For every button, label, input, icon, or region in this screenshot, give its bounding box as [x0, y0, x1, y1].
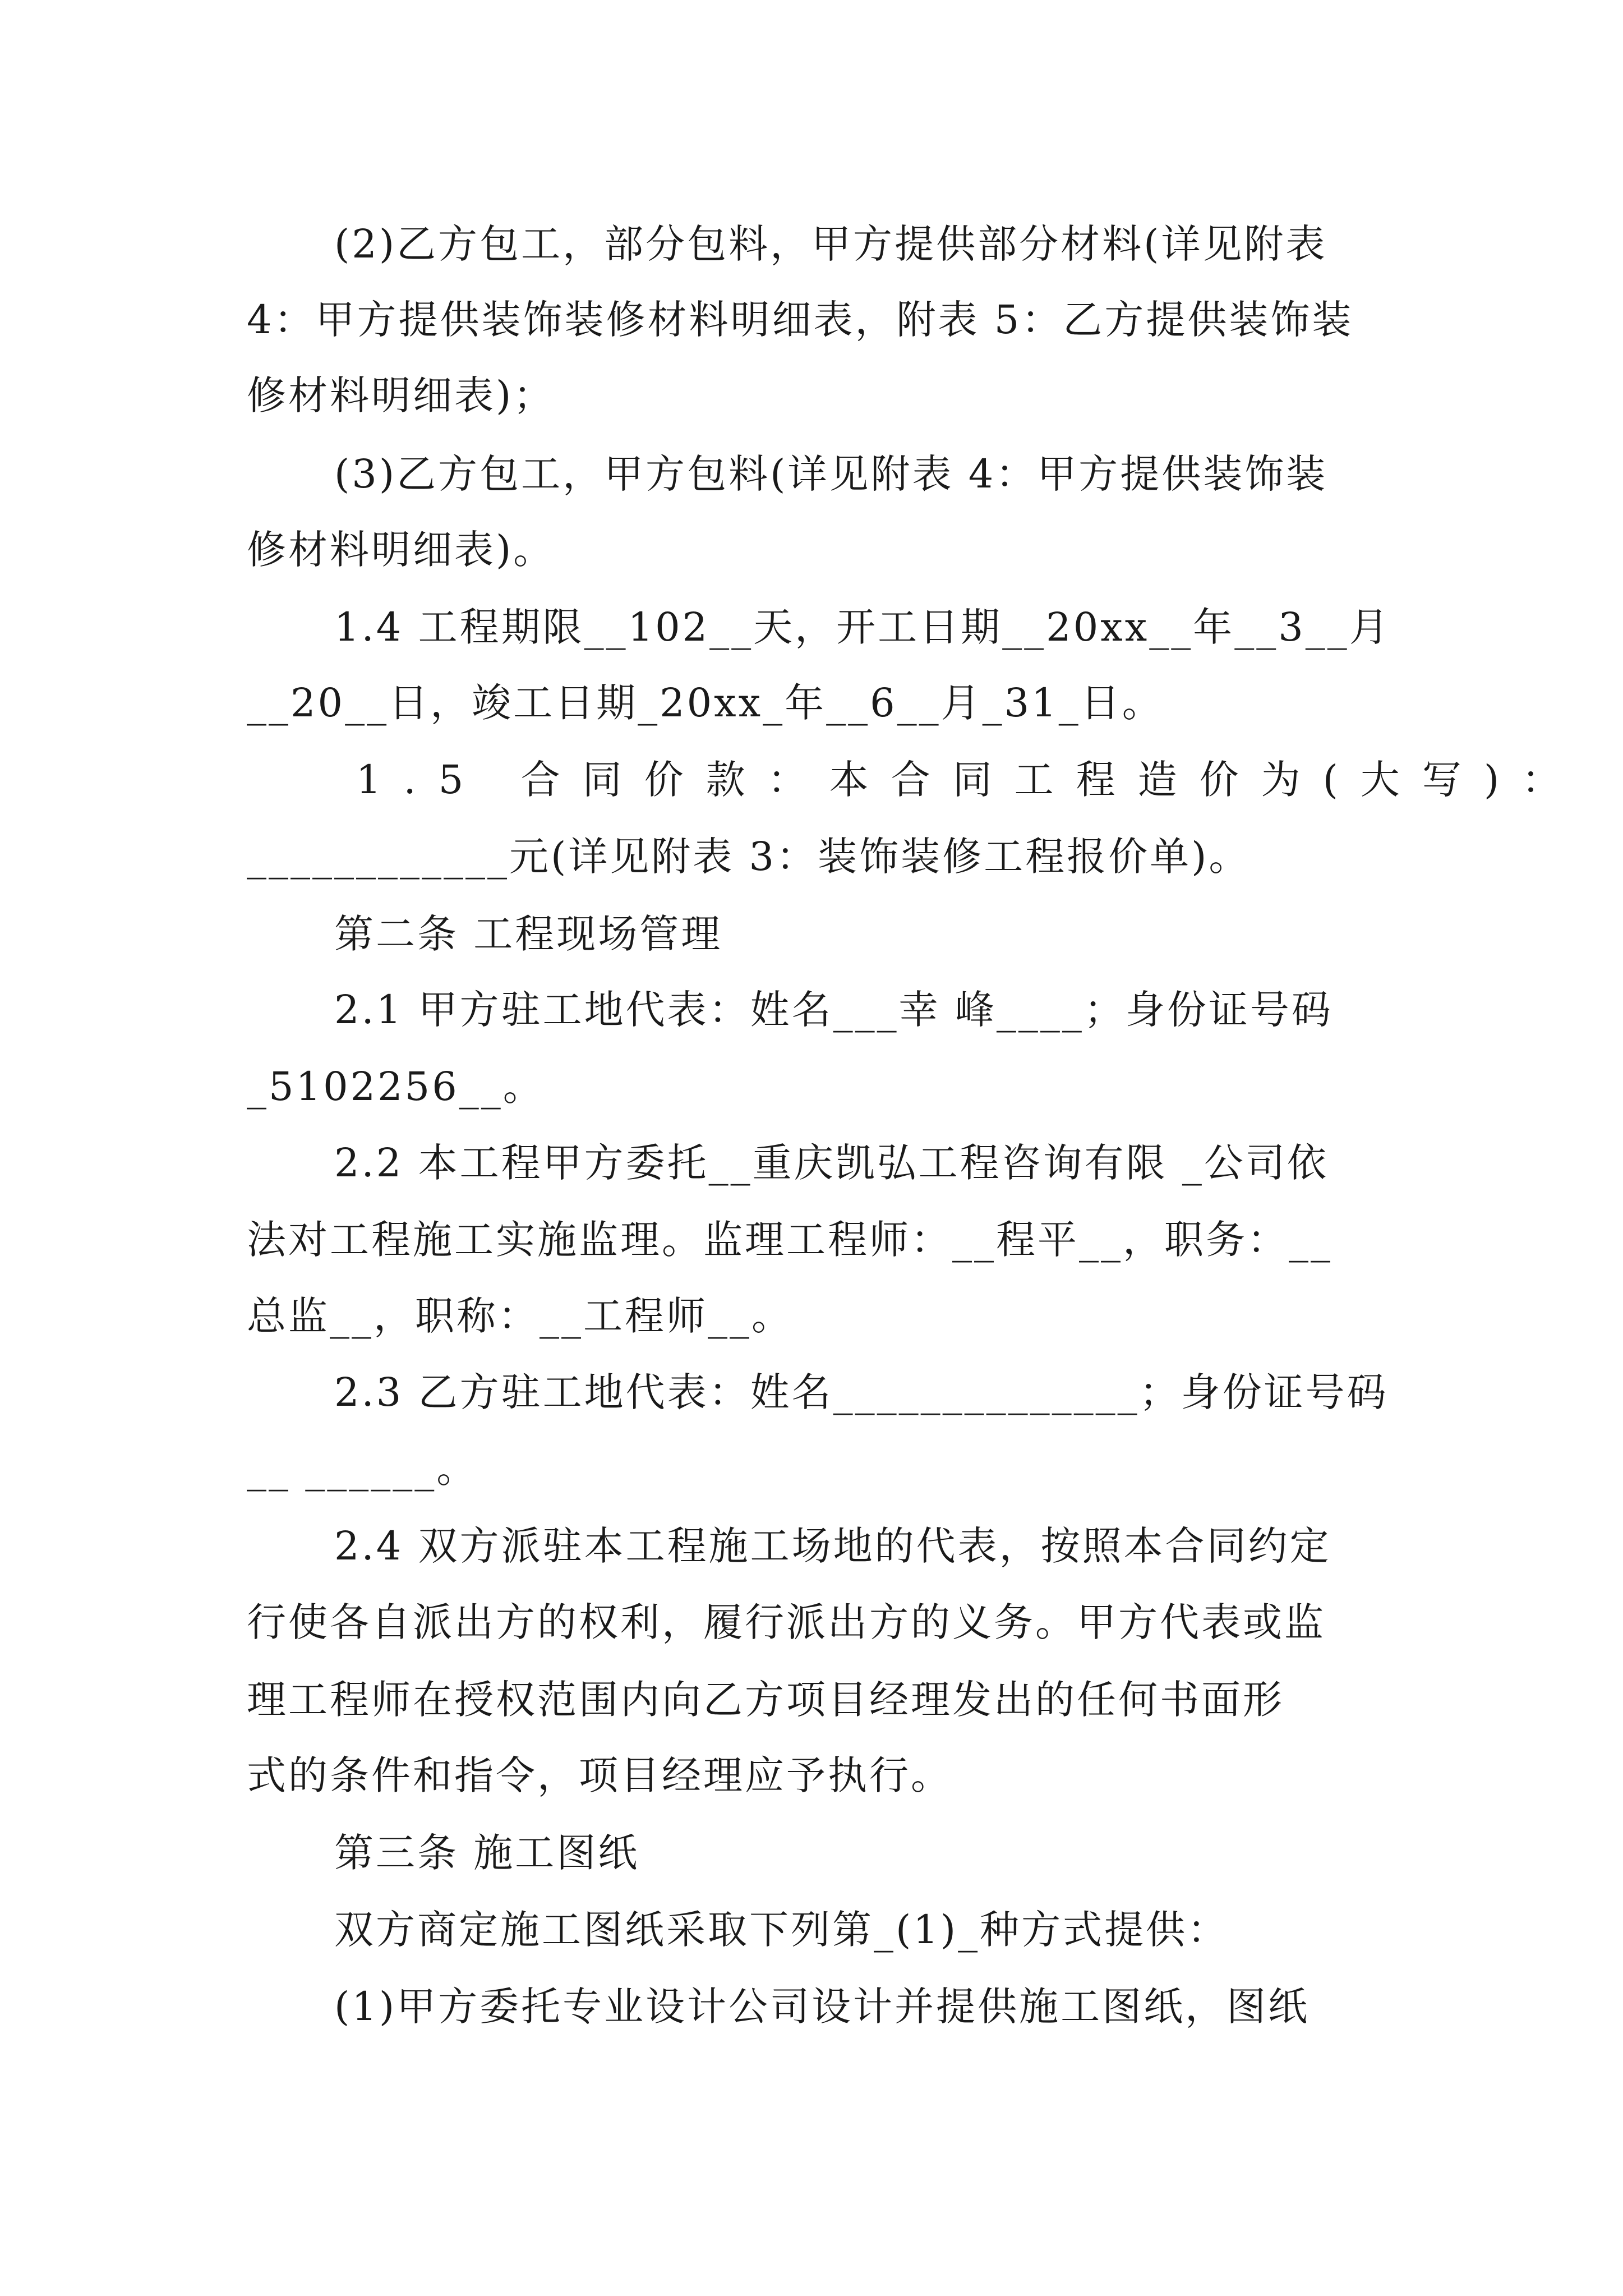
text-line: __ ______。 [247, 1446, 478, 1492]
text-line: (2)乙方包工，部分包料，甲方提供部分材料(详见附表 [334, 221, 1327, 267]
text-line: 2.3 乙方驻工地代表：姓名______________；身份证号码 [334, 1369, 1389, 1415]
text-line: 修材料明细表)。 [247, 527, 555, 573]
text-line: 2.4 双方派驻本工程施工场地的代表，按照本合同约定 [334, 1523, 1331, 1569]
text-line: 1.5 合同价款：本合同工程造价为(大写)： [356, 757, 1584, 803]
text-line: 双方商定施工图纸采取下列第_(1)_种方式提供： [334, 1907, 1229, 1953]
section-heading: 第二条 工程现场管理 [334, 911, 723, 957]
text-line: (1)甲方委托专业设计公司设计并提供施工图纸，图纸 [334, 1984, 1310, 2030]
text-line: 行使各自派出方的权利，履行派出方的义务。甲方代表或监 [247, 1599, 1326, 1645]
text-line: 4：甲方提供装饰装修材料明细表，附表 5：乙方提供装饰装 [247, 297, 1354, 343]
text-line: 式的条件和指令，项目经理应予执行。 [247, 1752, 952, 1798]
text-line: 1.4 工程期限__102__天，开工日期__20xx__年__3__月 [334, 604, 1391, 650]
text-line: (3)乙方包工，甲方包料(详见附表 4：甲方提供装饰装 [334, 451, 1328, 497]
text-line: 2.1 甲方驻工地代表：姓名___幸 峰____；身份证号码 [334, 987, 1333, 1033]
text-line: 2.2 本工程甲方委托__重庆凯弘工程咨询有限 _公司依 [334, 1140, 1329, 1186]
text-line: _5102256__。 [247, 1064, 545, 1110]
text-line: ____________元(详见附表 3：装饰装修工程报价单)。 [247, 834, 1251, 880]
text-line: __20__日，竣工日期_20xx_年__6__月_31_日。 [247, 680, 1164, 726]
text-line: 修材料明细表)； [247, 372, 555, 418]
text-line: 法对工程施工实施监理。监理工程师：__程平__，职务：__ [247, 1217, 1332, 1263]
section-heading: 第三条 施工图纸 [334, 1830, 640, 1876]
text-line: 总监__，职称：__工程师__。 [247, 1293, 793, 1339]
text-line: 理工程师在授权范围内向乙方项目经理发出的任何书面形 [247, 1677, 1284, 1723]
